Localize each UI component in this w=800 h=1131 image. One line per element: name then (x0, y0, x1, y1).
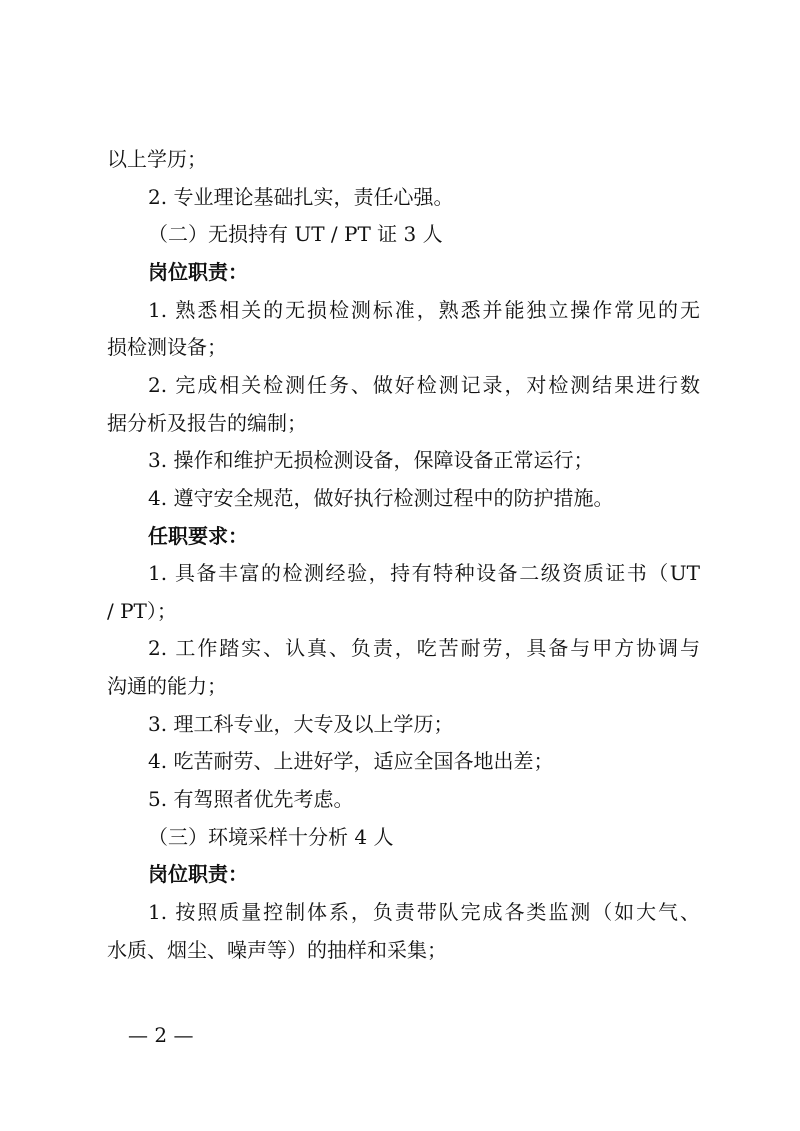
duty-item-env-1: 1. 按照质量控制体系，负责带队完成各类监测（如大气、 (148, 900, 700, 924)
page-number: — 2 — (128, 1023, 194, 1047)
requirement-item-2b-cont: 沟通的能力； (107, 674, 227, 699)
duties-heading-2: 岗位职责： (148, 862, 248, 887)
requirement-item-3: 3. 理工科专业，大专及以上学历； (148, 711, 454, 736)
requirement-item-5: 5. 有驾照者优先考虑。 (148, 787, 354, 812)
requirement-item-2: 2. 专业理论基础扎实，责任心强。 (148, 184, 454, 209)
duties-heading: 岗位职责： (148, 259, 248, 284)
duty-item-2-cont: 据分析及报告的编制； (107, 410, 307, 435)
duty-item-2: 2. 完成相关检测任务、做好检测记录，对检测结果进行数 (148, 372, 700, 397)
section-heading-ndt: （二）无损持有 UT / PT 证 3 人 (148, 222, 443, 247)
requirement-item-4: 4. 吃苦耐劳、上进好学，适应全国各地出差； (148, 749, 554, 774)
requirement-item-1: 1. 具备丰富的检测经验，持有特种设备二级资质证书（UT (148, 561, 700, 586)
requirements-heading: 任职要求： (148, 523, 248, 548)
duty-item-4: 4. 遵守安全规范，做好执行检测过程中的防护措施。 (148, 485, 614, 510)
text-line-continuation: 以上学历； (107, 147, 207, 171)
requirement-item-2b: 2. 工作踏实、认真、负责，吃苦耐劳，具备与甲方协调与 (148, 636, 700, 661)
requirement-item-1-cont: / PT）； (107, 598, 177, 623)
duty-item-3: 3. 操作和维护无损检测设备，保障设备正常运行； (148, 448, 594, 473)
section-heading-environment: （三）环境采样十分析 4 人 (148, 824, 394, 849)
duty-item-env-1-cont: 水质、烟尘、噪声等）的抽样和采集； (107, 937, 447, 962)
duty-item-1-cont: 损检测设备； (107, 335, 227, 360)
duty-item-1: 1. 熟悉相关的无损检测标准，熟悉并能独立操作常见的无 (148, 297, 700, 322)
